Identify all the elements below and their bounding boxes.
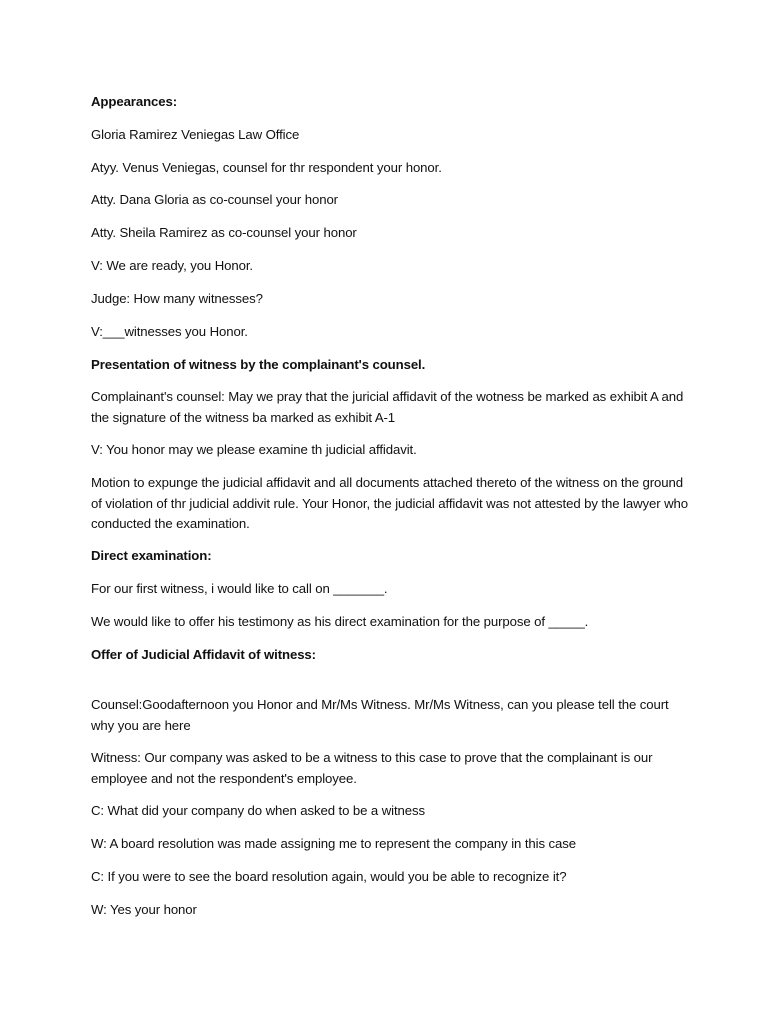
paragraph-ready: V: We are ready, you Honor.: [91, 258, 253, 273]
paragraph-yes-answer: W: Yes your honor: [91, 902, 197, 917]
heading-appearances: Appearances:: [91, 94, 178, 109]
heading-offer-judicial-affidavit: Offer of Judicial Affidavit of witness:: [91, 647, 316, 662]
paragraph-complainant-counsel: Complainant's counsel: May we pray that the juricial affidavit of the wotness be marked as exhibit A and the signature of the witness ba marked as exhibit A-1: [91, 389, 684, 425]
paragraph-witness-reason: Witness: Our company was asked to be a witness to this case to prove that the complainant is our employee and not the respondent's employee.: [91, 750, 653, 786]
paragraph-examine-affidavit: V: You honor may we please examine th judicial affidavit.: [91, 442, 417, 457]
paragraph-offer-testimony: We would like to offer his testimony as his direct examination for the purpose of _____.: [91, 614, 589, 629]
paragraph-motion-to-expunge: Motion to expunge the judicial affidavit and all documents attached thereto of the witness on the ground of violation of thr judicial addivit rule. Your Honor, the judicial affidavit was not attested by the lawyer who conducted the examination.: [91, 475, 688, 531]
paragraph-counsel-veniegas: Atyy. Venus Veniegas, counsel for thr respondent your honor.: [91, 160, 442, 175]
paragraph-counsel-greeting: Counsel:Goodafternoon you Honor and Mr/Ms Witness. Mr/Ms Witness, can you please tell the court why you are here: [91, 697, 669, 733]
paragraph-company-question: C: What did your company do when asked to be a witness: [91, 803, 425, 818]
heading-presentation-of-witness: Presentation of witness by the complainant's counsel.: [91, 357, 426, 372]
paragraph-judge-question: Judge: How many witnesses?: [91, 291, 263, 306]
paragraph-witnesses-answer: V:___witnesses you Honor.: [91, 324, 248, 339]
paragraph-first-witness: For our first witness, i would like to call on _______.: [91, 581, 388, 596]
paragraph-co-counsel-ramirez: Atty. Sheila Ramirez as co-counsel your honor: [91, 225, 357, 240]
paragraph-recognize-question: C: If you were to see the board resolution again, would you be able to recognize it?: [91, 869, 567, 884]
heading-direct-examination: Direct examination:: [91, 548, 212, 563]
paragraph-board-resolution: W: A board resolution was made assigning me to represent the company in this case: [91, 836, 576, 851]
paragraph-law-office: Gloria Ramirez Veniegas Law Office: [91, 127, 300, 142]
paragraph-co-counsel-gloria: Atty. Dana Gloria as co-counsel your honor: [91, 192, 338, 207]
